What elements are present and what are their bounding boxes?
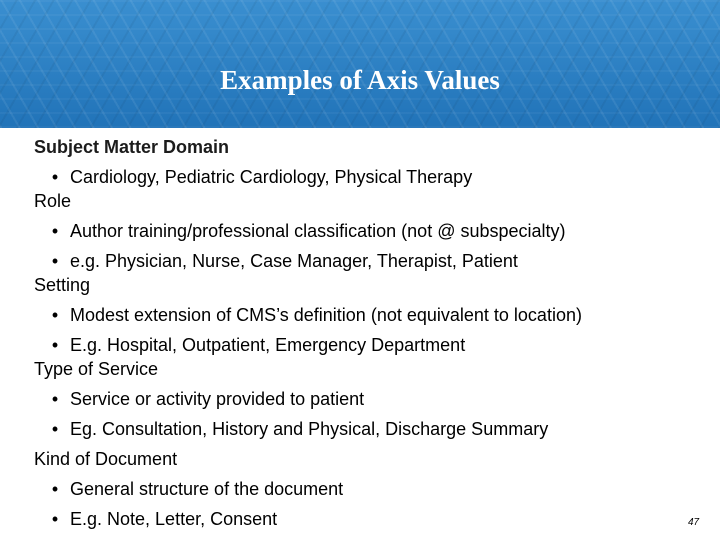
bullet-text: E.g. Hospital, Outpatient, Emergency Department xyxy=(70,335,466,355)
page-number: 47 xyxy=(688,517,700,528)
section-heading-role: Role xyxy=(34,191,72,211)
bullet-text: General structure of the document xyxy=(70,479,344,499)
bullet-dot: • xyxy=(51,479,59,499)
bullet-item xyxy=(48,220,566,242)
section-heading-setting: Setting xyxy=(34,275,91,295)
bullet-item xyxy=(48,388,364,410)
bullet-dot: • xyxy=(51,305,59,325)
bullet-text: Author training/professional classification (not @ subspecialty) xyxy=(70,221,566,241)
bullet-item xyxy=(48,478,343,500)
bullet-text: Modest extension of CMS’s definition (not equivalent to location) xyxy=(70,305,582,325)
section-heading-type-of-service: Type of Service xyxy=(34,359,159,379)
bullet-text: Service or activity provided to patient xyxy=(70,389,365,409)
bullet-dot: • xyxy=(51,389,59,409)
bullet-item xyxy=(48,304,582,326)
bullet-text: Cardiology, Pediatric Cardiology, Physical Therapy xyxy=(70,167,473,187)
slide-title: Examples of Axis Values xyxy=(220,65,500,95)
section-heading-kind-of-document: Kind of Document xyxy=(34,449,178,469)
bullet-dot: • xyxy=(51,335,59,355)
bullet-text: e.g. Physician, Nurse, Case Manager, Therapist, Patient xyxy=(70,251,518,271)
bullet-item xyxy=(48,250,518,272)
bullet-dot: • xyxy=(51,167,59,187)
bullet-item xyxy=(48,334,465,356)
bullet-dot: • xyxy=(51,509,59,529)
bullet-item xyxy=(48,418,548,440)
bullet-text: E.g. Note, Letter, Consent xyxy=(70,509,278,529)
bullet-dot: • xyxy=(51,251,59,271)
bullet-dot: • xyxy=(51,419,59,439)
bullet-item xyxy=(48,508,277,530)
bullet-text: Eg. Consultation, History and Physical, Discharge Summary xyxy=(70,419,549,439)
section-heading-subject-matter-domain: Subject Matter Domain xyxy=(34,137,230,157)
bullet-item xyxy=(48,166,472,188)
bullet-dot: • xyxy=(51,221,59,241)
